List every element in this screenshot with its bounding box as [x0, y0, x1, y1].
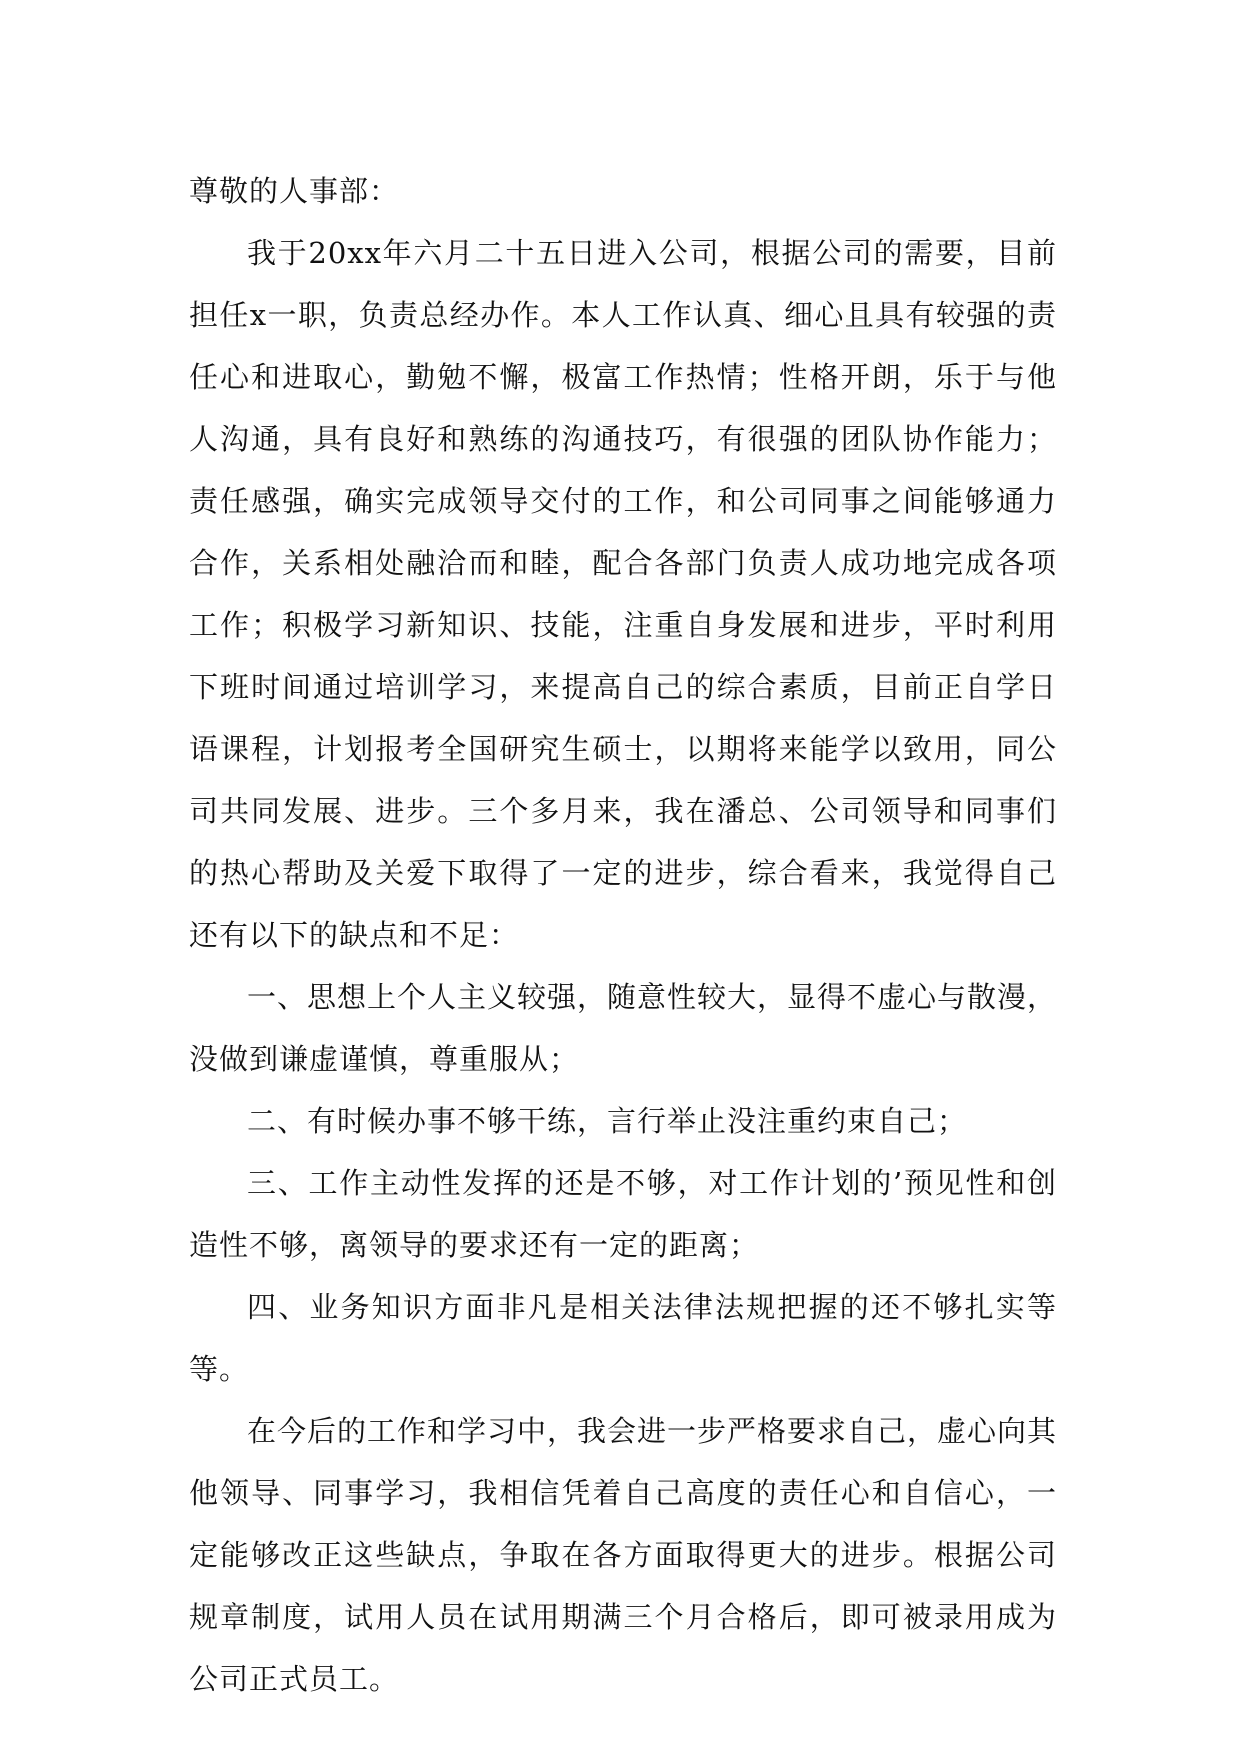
paragraph-shortcoming-1: 一、思想上个人主义较强，随意性较大，显得不虚心与散漫，没做到谦虚谨慎，尊重服从；	[189, 980, 1058, 1076]
salutation: 尊敬的人事部：	[189, 174, 400, 208]
letter-body	[189, 160, 1057, 1710]
paragraph-shortcoming-3: 三、工作主动性发挥的还是不够，对工作计划的’预见性和创造性不够，离领导的要求还有一定的距离；	[189, 1166, 1057, 1262]
paragraph-conclusion: 在今后的工作和学习中，我会进一步严格要求自己，虚心向其他领导、同事学习，我相信凭着自己高度的责任心和自信心，一定能够改正这些缺点，争取在各方面取得更大的进步。根据公司规章制度，试用人员在试用期满三个月合格后，即可被录用成为公司正式员工。	[189, 1414, 1058, 1696]
paragraph-self-introduction: 我于20xx年六月二十五日进入公司，根据公司的需要，目前担任x一职，负责总经办作。本人工作认真、细心且具有较强的责任心和进取心，勤勉不懈，极富工作热情；性格开朗，乐于与他人沟通，具有良好和熟练的沟通技巧，有很强的团队协作能力；责任感强，确实完成领导交付的工作，和公司同事之间能够通力合作，关系相处融洽而和睦，配合各部门负责人成功地完成各项工作；积极学习新知识、技能，注重自身发展和进步，平时利用下班时间通过培训学习，来提高自己的综合素质，目前正自学日语课程，计划报考全国研究生硕士，以期将来能学以致用，同公司共同发展、进步。三个多月来，我在潘总、公司领导和同事们的热心帮助及关爱下取得了一定的进步，综合看来，我觉得自己还有以下的缺点和不足：	[189, 236, 1057, 952]
paragraph-shortcoming-4: 四、业务知识方面非凡是相关法律法规把握的还不够扎实等等。	[189, 1290, 1057, 1386]
paragraph-shortcoming-2: 二、有时候办事不够干练，言行举止没注重约束自己；	[247, 1104, 968, 1138]
